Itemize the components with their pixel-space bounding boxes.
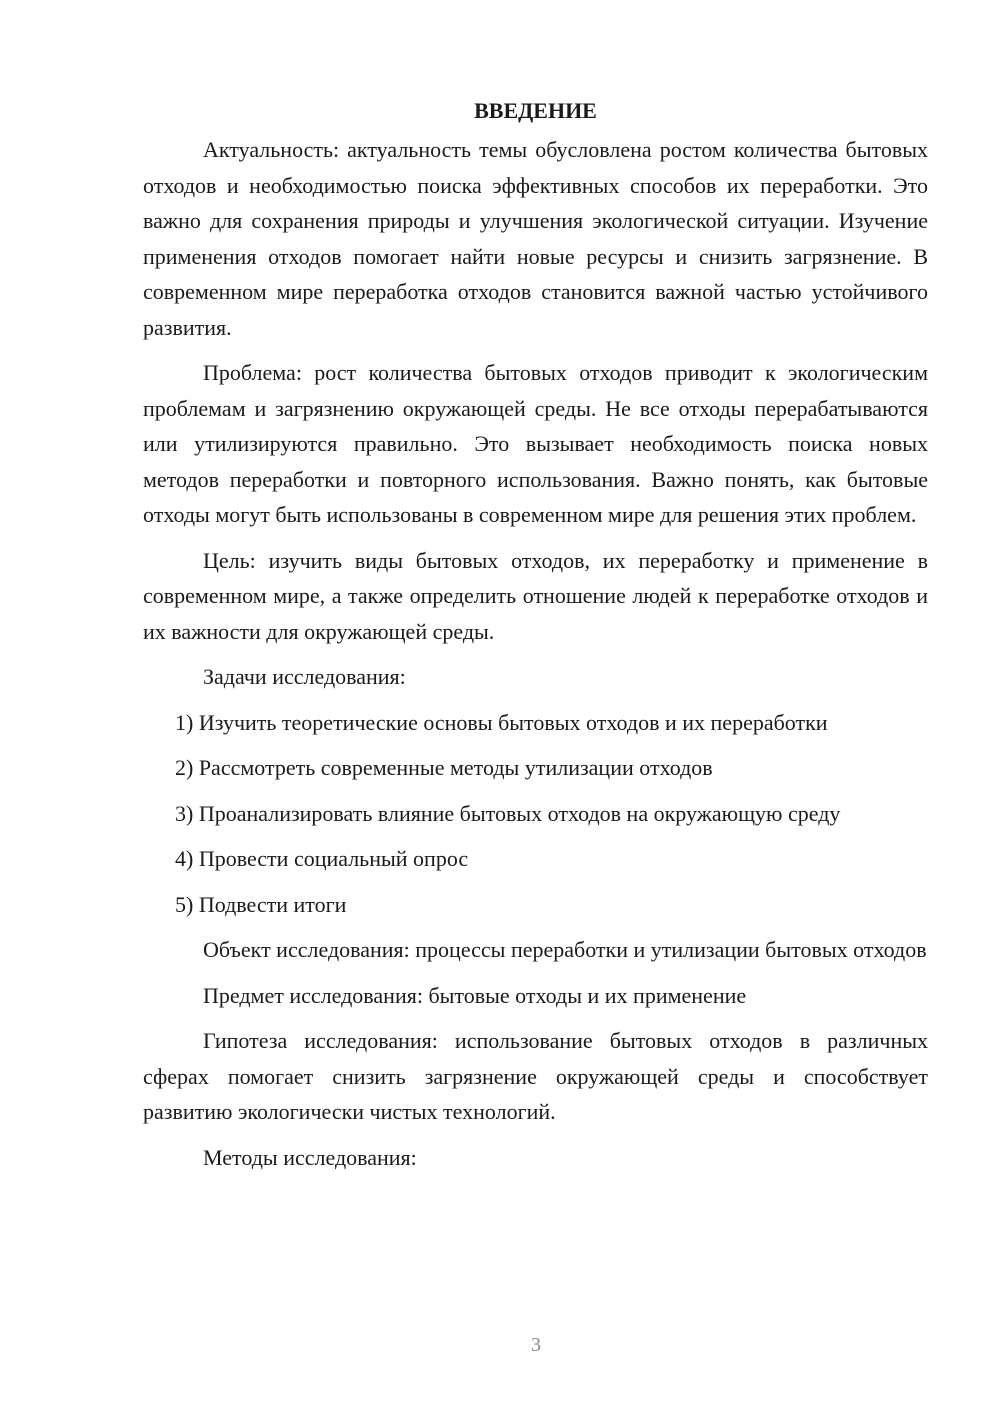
object-paragraph: Объект исследования: процессы переработки и утилизации бытовых отходов [203, 937, 927, 962]
subject-paragraph: Предмет исследования: бытовые отходы и их применение [203, 982, 747, 1008]
task-item-3: 3) Проанализировать влияние бытовых отходов на окружающую среду [175, 800, 841, 826]
task-item-1: 1) Изучить теоретические основы бытовых отходов и их переработки [175, 709, 828, 735]
page-number: 3 [531, 1334, 541, 1356]
problem-paragraph: Проблема: рост количества бытовых отходов приводит к экологическим проблемам и загрязнению окружающей среды. Не все отходы перерабатываются или утилизируются правильно. Это вызывает необходимость поиска новых методов переработки и повторного использования. Важно понять, как бытовые отходы могут быть использованы в современном мире для решения этих проблем. [143, 360, 928, 527]
tasks-heading: Задачи исследования: [203, 664, 406, 689]
methods-heading: Методы исследования: [203, 1144, 417, 1170]
goal-paragraph: Цель: изучить виды бытовых отходов, их переработку и применение в современном мире, а также определить отношение людей к переработке отходов и их важности для окружающей среды. [143, 547, 928, 644]
document-page [143, 96, 928, 1175]
hypothesis-paragraph: Гипотеза исследования: использование бытовых отходов в различных сферах помогает снизить загрязнение окружающей среды и способствует развитию экологически чистых технологий. [143, 1028, 928, 1124]
task-item-4: 4) Провести социальный опрос [175, 846, 469, 871]
relevance-paragraph: Актуальность: актуальность темы обусловлена ростом количества бытовых отходов и необходимостью поиска эффективных способов их переработки. Это важно для сохранения природы и улучшения экологической ситуации. Изучение применения отходов помогает найти новые ресурсы и снизить загрязнение. В современном мире переработка отходов становится важной частью устойчивого развития. [143, 137, 928, 340]
task-item-5: 5) Подвести итоги [175, 891, 347, 917]
task-item-2: 2) Рассмотреть современные методы утилизации отходов [175, 755, 713, 780]
section-title: ВВЕДЕНИЕ [474, 98, 597, 123]
